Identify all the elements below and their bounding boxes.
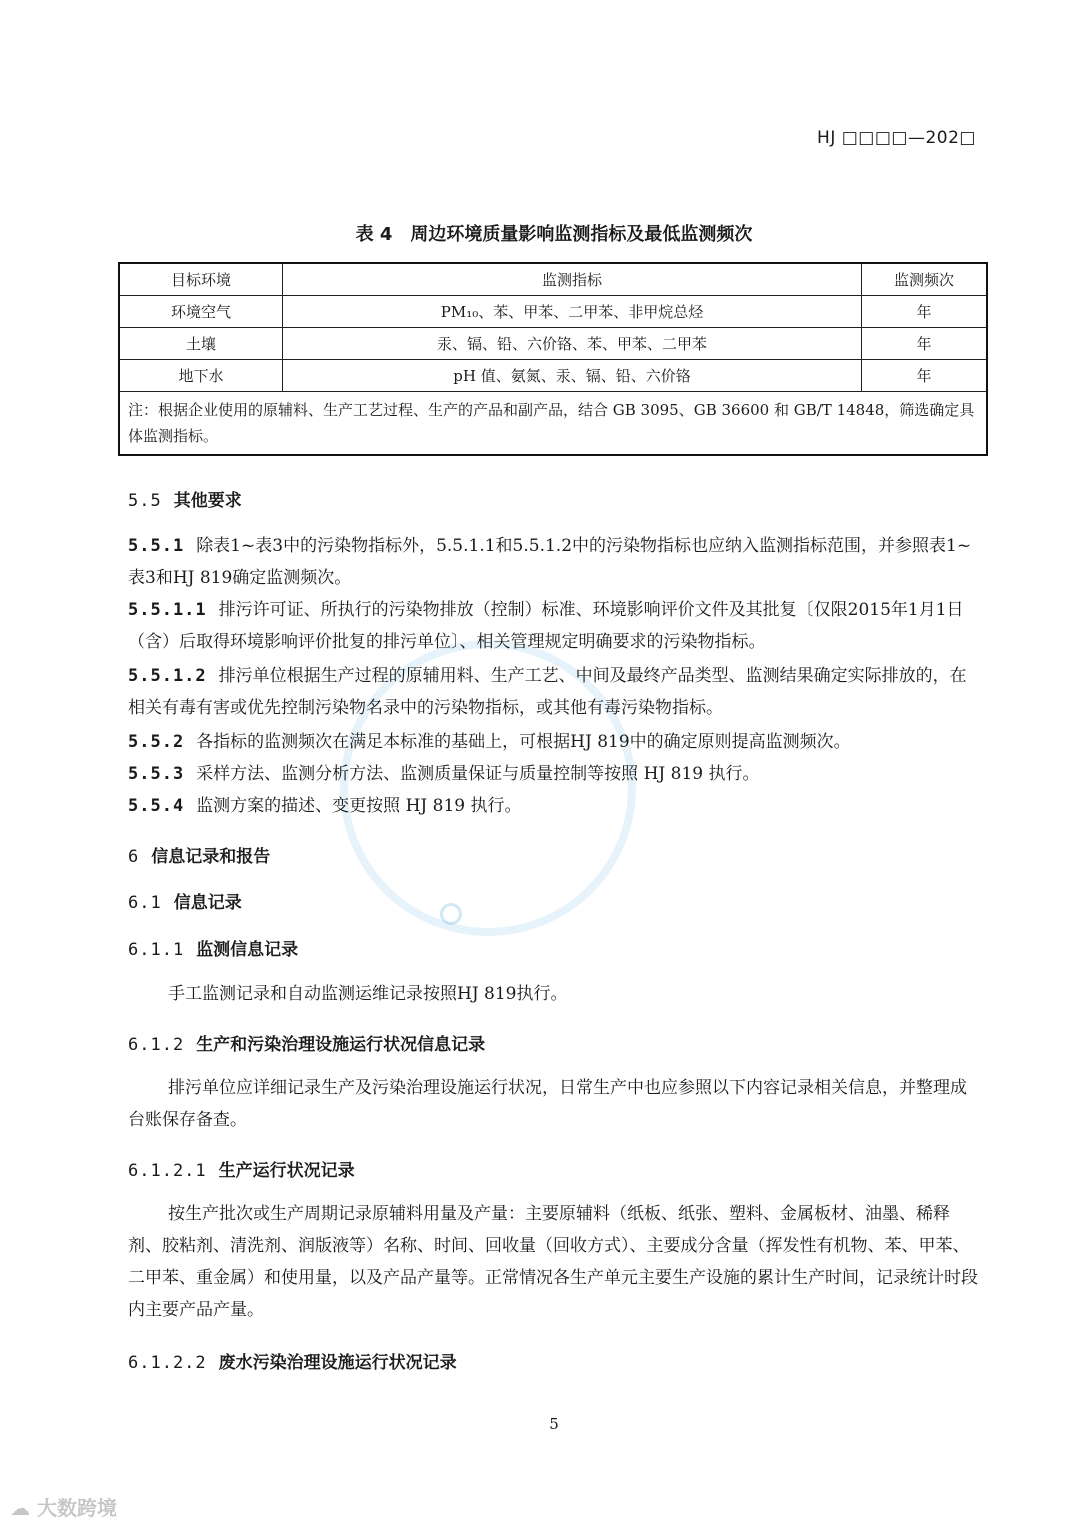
clause-number: 5.5.2 (128, 732, 185, 752)
table-title: 表 4 周边环境质量影响监测指标及最低监测频次 (355, 224, 753, 245)
clause-text: 排污许可证、所执行的污染物排放（控制）标准、环境影响评价文件及其批复〔仅限2015年1月1日（含）后取得环境影响评价批复的排污单位〕、相关管理规定明确要求的污染物指标。 (128, 600, 964, 652)
table-row (119, 296, 987, 328)
paragraph-5-5-1-2 (128, 660, 978, 724)
section-6-1-2-2-heading (128, 1348, 457, 1373)
paragraph-6-1-2: 排污单位应详细记录生产及污染治理设施运行状况，日常生产中也应参照以下内容记录相关信息，并整理成台账保存备查。 (128, 1078, 967, 1130)
table-note: 注：根据企业使用的原辅料、生产工艺过程、生产的产品和副产品，结合 GB 3095、GB 36600 和 GB/T 14848，筛选确定具体监测指标。 (119, 392, 987, 456)
clause-number: 5.5.1.1 (128, 600, 207, 620)
table-cell: 地下水 (119, 360, 283, 392)
section-title: 信息记录 (173, 893, 242, 913)
paragraph-6-1-1: 手工监测记录和自动监测运维记录按照HJ 819执行。 (168, 984, 568, 1004)
clause-text: 采样方法、监测分析方法、监测质量保证与质量控制等按照 HJ 819 执行。 (196, 764, 760, 784)
section-number: 6.1.2.2 (128, 1353, 207, 1373)
watermark-logo (10, 1492, 117, 1521)
section-number: 6.1 (128, 893, 162, 913)
section-title: 生产和污染治理设施运行状况信息记录 (196, 1035, 486, 1055)
section-number: 6.1.2.1 (128, 1161, 207, 1181)
table-cell: 汞、镉、铅、六价铬、苯、甲苯、二甲苯 (283, 328, 862, 360)
table-cell: 土壤 (119, 328, 283, 360)
table-cell: 年 (862, 296, 988, 328)
section-number: 6.1.1 (128, 940, 185, 960)
section-6-1-1-heading (128, 935, 298, 960)
logo-text: 大数跨境 (36, 1496, 117, 1520)
paragraph-5-5-1 (128, 530, 978, 594)
section-title: 信息记录和报告 (151, 847, 271, 867)
section-title: 废水污染治理设施运行状况记录 (218, 1353, 457, 1373)
clause-number: 5.5.1 (128, 536, 185, 556)
table-row (119, 328, 987, 360)
table-cell: PM₁₀、苯、甲苯、二甲苯、非甲烷总烃 (283, 296, 862, 328)
section-title: 监测信息记录 (196, 940, 299, 960)
section-number: 6 (128, 847, 140, 867)
paragraph-5-5-3 (128, 758, 978, 790)
clause-text: 除表1~表3中的污染物指标外，5.5.1.1和5.5.1.2中的污染物指标也应纳入监测指标范围，并参照表1~表3和HJ 819确定监测频次。 (128, 536, 972, 588)
column-header: 监测频次 (862, 263, 988, 296)
clause-number: 5.5.4 (128, 796, 185, 816)
table-cell: 环境空气 (119, 296, 283, 328)
section-title: 其他要求 (173, 491, 242, 511)
paragraph-5-5-4 (128, 790, 978, 822)
table-cell: 年 (862, 360, 988, 392)
table-note-row (119, 392, 987, 456)
clause-text: 监测方案的描述、变更按照 HJ 819 执行。 (196, 796, 522, 816)
section-5-5-heading (128, 486, 242, 511)
clause-number: 5.5.1.2 (128, 666, 207, 686)
table-cell: 年 (862, 328, 988, 360)
clause-text: 各指标的监测频次在满足本标准的基础上，可根据HJ 819中的确定原则提高监测频次。 (196, 732, 851, 752)
page-number: 5 (549, 1415, 559, 1433)
section-title: 生产运行状况记录 (218, 1161, 355, 1181)
paragraph-5-5-1-1 (128, 594, 978, 658)
table-cell: pH 值、氨氮、汞、镉、铅、六价铬 (283, 360, 862, 392)
table-header-row (119, 263, 987, 296)
document-code: HJ □□□□—202□ (817, 128, 976, 148)
column-header: 目标环境 (119, 263, 283, 296)
section-6-1-2-1-heading (128, 1156, 355, 1181)
section-6-1-heading (128, 888, 242, 913)
section-number: 5.5 (128, 491, 162, 511)
clause-number: 5.5.3 (128, 764, 185, 784)
table-row (119, 360, 987, 392)
clause-text: 排污单位根据生产过程的原辅用料、生产工艺、中间及最终产品类型、监测结果确定实际排放的，在相关有毒有害或优先控制污染物名录中的污染物指标，或其他有毒污染物指标。 (128, 666, 967, 718)
column-header: 监测指标 (283, 263, 862, 296)
section-6-heading (128, 842, 270, 867)
monitoring-table (118, 262, 988, 456)
watermark-dot (440, 903, 462, 925)
paragraph-5-5-2 (128, 726, 978, 758)
section-number: 6.1.2 (128, 1035, 185, 1055)
paragraph-6-1-2-1: 按生产批次或生产周期记录原辅料用量及产量：主要原辅料（纸板、纸张、塑料、金属板材、油墨、稀释剂、胶粘剂、清洗剂、润版液等）名称、时间、回收量（回收方式）、主要成分含量（挥发性有机物、苯、甲苯、二甲苯、重金属）和使用量，以及产品产量等。正常情况各生产单元主要生产设施的累计生产时间，记录统计时段内主要产品产量。 (128, 1204, 978, 1320)
section-6-1-2-heading (128, 1030, 485, 1055)
logo-icon: ☁︎ (10, 1496, 37, 1520)
